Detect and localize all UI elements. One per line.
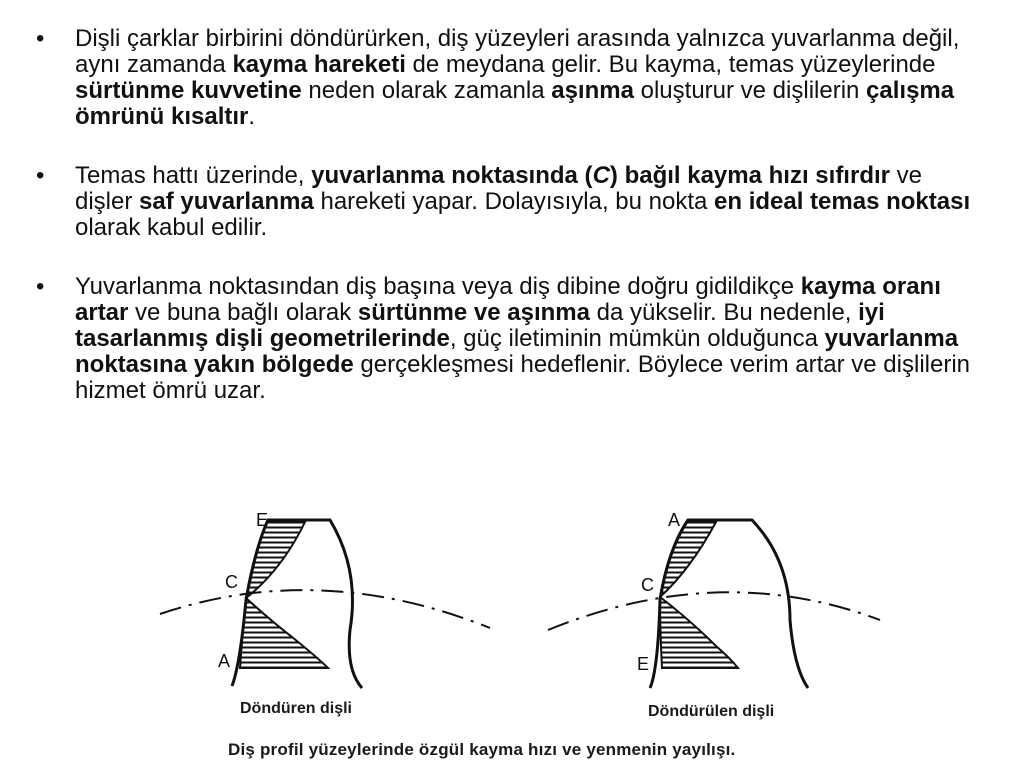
bullet-segment: neden olarak zamanla xyxy=(301,77,552,104)
bullet-text xyxy=(75,273,970,404)
figure-caption: Diş profil yüzeylerinde özgül kayma hızı ve yenmenin yayılışı. xyxy=(228,740,736,759)
bullet-segment: olarak kabul edilir. xyxy=(75,214,268,241)
bullet-list xyxy=(36,26,976,437)
bullet-segment: . xyxy=(248,103,256,130)
left-top-point-label: E xyxy=(256,510,269,530)
bullet-emphasis: yuvarlanma noktasında ( xyxy=(311,162,593,189)
bullet-item xyxy=(36,26,976,130)
bullet-segment: ve buna bağlı olarak xyxy=(128,299,358,326)
left-gear-label: Döndüren dişli xyxy=(240,700,352,717)
bullet-emphasis: sürtünme kuvvetine xyxy=(75,77,302,104)
bullet-segment: , güç iletiminin mümkün olduğunca xyxy=(449,325,825,352)
bullet-segment: de meydana gelir. Bu kayma, temas yüzeylerinde xyxy=(405,51,936,78)
bullet-marker: • xyxy=(36,273,45,300)
bullet-item xyxy=(36,274,976,404)
right-gear-label: Döndürülen dişli xyxy=(648,703,775,720)
left-pitch-point-label: C xyxy=(225,572,238,592)
left-pitch-circle xyxy=(160,590,490,628)
bullet-marker: • xyxy=(36,162,45,189)
gear-diagram xyxy=(0,500,1024,767)
gear-diagram-drawing xyxy=(0,500,1024,767)
bullet-emphasis: sürtünme ve aşınma xyxy=(357,299,590,326)
right-pitch-point-label: C xyxy=(641,575,654,595)
bullet-segment: Dişli çarklar birbirini döndürürken, diş yüzeyleri arasında yalnızca yuvarlanma değil, aynı zamanda xyxy=(75,25,960,78)
bullet-emphasis: yuvarlanma noktasına yakın bölgede xyxy=(75,325,959,378)
bullet-text xyxy=(75,162,970,241)
bullet-segment: gerçekleşmesi hedeflenir. Böylece verim artar ve dişlilerin hizmet ömrü uzar. xyxy=(75,351,971,404)
bullet-emphasis: ) bağıl kayma hızı sıfırdır xyxy=(609,162,890,189)
bullet-segment: ve dişler xyxy=(75,162,922,215)
right-top-point-label: A xyxy=(668,510,681,530)
bullet-segment: Yuvarlanma noktasından diş başına veya diş dibine doğru gidildikçe xyxy=(75,273,801,300)
right-pitch-circle xyxy=(548,592,880,630)
bullet-item xyxy=(36,163,976,241)
bullet-emphasis: C xyxy=(592,162,610,189)
bullet-emphasis: en ideal temas noktası xyxy=(714,188,971,215)
bullet-segment: da yükselir. Bu nedenle, xyxy=(589,299,859,326)
right-hatch-area xyxy=(660,522,738,668)
bullet-emphasis: çalışma ömrünü kısaltır xyxy=(75,77,955,130)
bullet-emphasis: kayma hareketi xyxy=(232,51,406,78)
bullet-emphasis: saf yuvarlanma xyxy=(139,188,314,215)
left-bottom-point-label: A xyxy=(218,651,231,671)
bullet-segment: Temas hattı üzerinde, xyxy=(75,162,312,189)
left-hatch-area xyxy=(240,520,328,668)
bullet-segment: oluşturur ve dişlilerin xyxy=(633,77,867,104)
right-bottom-point-label: E xyxy=(637,654,650,674)
bullet-segment: hareketi yapar. Dolayısıyla, bu nokta xyxy=(313,188,715,215)
bullet-marker: • xyxy=(36,25,45,52)
bullet-emphasis: aşınma xyxy=(551,77,634,104)
bullet-text xyxy=(75,25,959,130)
bullet-emphasis: iyi tasarlanmış dişli geometrilerinde xyxy=(75,299,885,352)
bullet-emphasis: kayma oranı artar xyxy=(75,273,941,326)
